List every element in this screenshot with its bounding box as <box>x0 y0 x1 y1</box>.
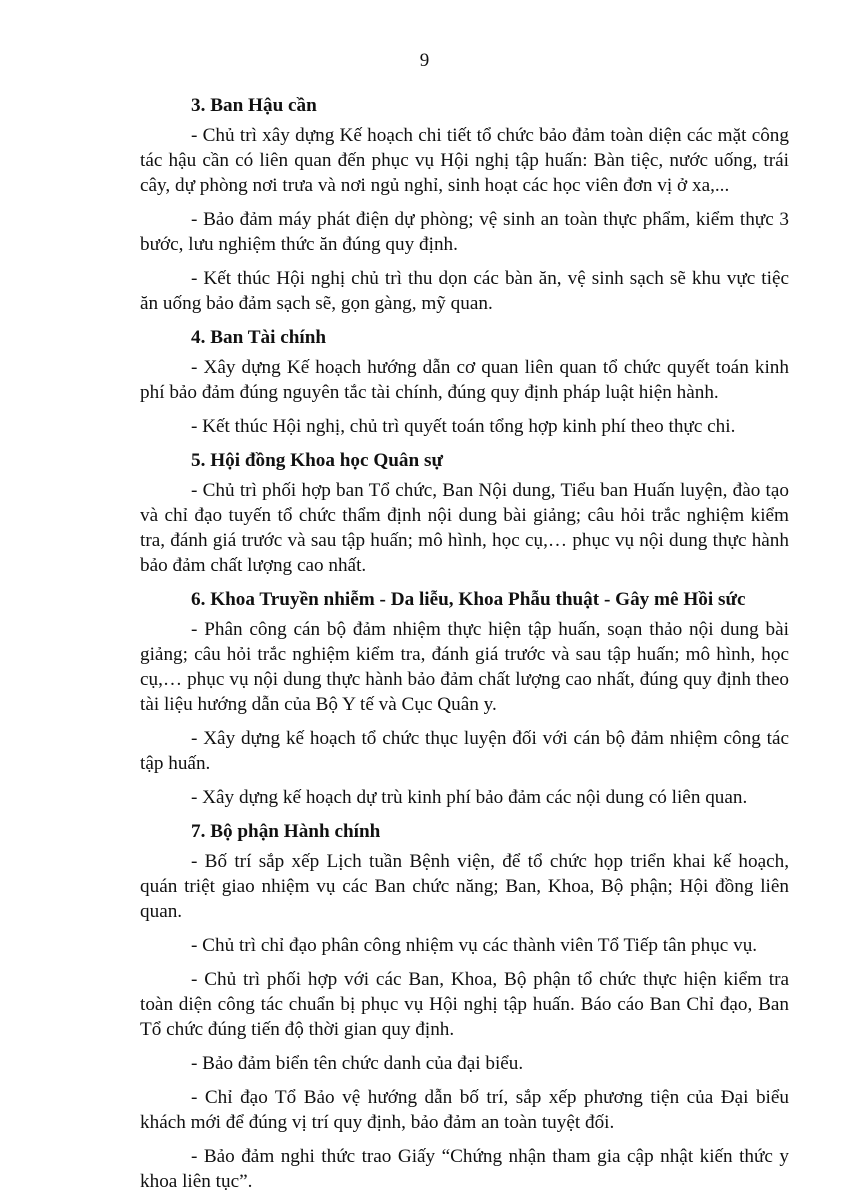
paragraph: - Bố trí sắp xếp Lịch tuần Bệnh viện, để tổ chức họp triển khai kế hoạch, quán triệt giao nhiệm vụ các Ban chức năng; Ban, Khoa, Bộ phận; Hội đồng liên quan. <box>140 851 789 922</box>
section-khoa-truyen-nhiem <box>140 587 789 810</box>
section-hoi-dong-khoa-hoc <box>140 448 789 578</box>
section-ban-hau-can <box>140 93 789 316</box>
paragraph: - Bảo đảm máy phát điện dự phòng; vệ sinh an toàn thực phẩm, kiểm thực 3 bước, lưu nghiệm thức ăn đúng quy định. <box>140 209 789 255</box>
paragraph: - Chủ trì chỉ đạo phân công nhiệm vụ các thành viên Tổ Tiếp tân phục vụ. <box>191 935 758 956</box>
paragraph: - Chỉ đạo Tổ Bảo vệ hướng dẫn bố trí, sắp xếp phương tiện của Đại biểu khách mới để đúng vị trí quy định, bảo đảm an toàn tuyệt đối. <box>140 1087 789 1133</box>
section-heading: 3. Ban Hậu cần <box>191 95 317 116</box>
section-ban-tai-chinh <box>140 325 789 439</box>
paragraph: - Chủ trì xây dựng Kế hoạch chi tiết tổ chức bảo đảm toàn diện các mặt công tác hậu cần có liên quan đến phục vụ Hội nghị tập huấn: Bàn tiệc, nước uống, trái cây, dự phòng nơi trưa và nơi ngủ nghỉ, sinh hoạt các học viên đơn vị ở xa,... <box>140 125 789 196</box>
section-heading: 6. Khoa Truyền nhiễm - Da liễu, Khoa Phẫu thuật - Gây mê Hồi sức <box>191 589 746 610</box>
paragraph: - Bảo đảm biển tên chức danh của đại biểu. <box>191 1053 524 1074</box>
paragraph: - Bảo đảm nghi thức trao Giấy “Chứng nhận tham gia cập nhật kiến thức y khoa liên tục”. <box>140 1146 789 1192</box>
paragraph: - Xây dựng Kế hoạch hướng dẫn cơ quan liên quan tổ chức quyết toán kinh phí bảo đảm đúng nguyên tắc tài chính, đúng quy định pháp luật hiện hành. <box>140 357 789 403</box>
paragraph: - Chủ trì phối hợp với các Ban, Khoa, Bộ phận tổ chức thực hiện kiểm tra toàn diện công tác chuẩn bị phục vụ Hội nghị tập huấn. Báo cáo Ban Chỉ đạo, Ban Tổ chức đúng tiến độ thời gian quy định. <box>140 969 789 1040</box>
paragraph: - Phân công cán bộ đảm nhiệm thực hiện tập huấn, soạn thảo nội dung bài giảng; câu hỏi trắc nghiệm kiểm tra, đánh giá trước và sau tập huấn; mô hình, học cụ,… phục vụ nội dung thực hành bảo đảm chất lượng cao nhất, đúng quy định theo tài liệu hướng dẫn của Bộ Y tế và Cục Quân y. <box>140 619 789 715</box>
paragraph: - Kết thúc Hội nghị, chủ trì quyết toán tổng hợp kinh phí theo thực chi. <box>191 416 736 437</box>
paragraph: - Xây dựng kế hoạch tổ chức thục luyện đối với cán bộ đảm nhiệm công tác tập huấn. <box>140 728 789 774</box>
section-heading: 5. Hội đồng Khoa học Quân sự <box>191 450 443 471</box>
section-heading: 7. Bộ phận Hành chính <box>191 821 381 842</box>
page-number: 9 <box>419 50 430 71</box>
paragraph: - Chủ trì phối hợp ban Tổ chức, Ban Nội dung, Tiểu ban Huấn luyện, đào tạo và chỉ đạo tuyến tổ chức thẩm định nội dung bài giảng; câu hỏi trắc nghiệm kiểm tra, đánh giá trước và sau tập huấn; mô hình, học cụ,… phục vụ nội dung thực hành bảo đảm chất lượng cao nhất. <box>140 480 789 576</box>
paragraph: - Kết thúc Hội nghị chủ trì thu dọn các bàn ăn, vệ sinh sạch sẽ khu vực tiệc ăn uống bảo đảm sạch sẽ, gọn gàng, mỹ quan. <box>140 268 789 314</box>
paragraph: - Xây dựng kế hoạch dự trù kinh phí bảo đảm các nội dung có liên quan. <box>191 787 748 808</box>
section-heading: 4. Ban Tài chính <box>191 327 327 348</box>
section-bo-phan-hanh-chinh <box>140 819 789 1194</box>
document-body <box>140 93 789 1203</box>
